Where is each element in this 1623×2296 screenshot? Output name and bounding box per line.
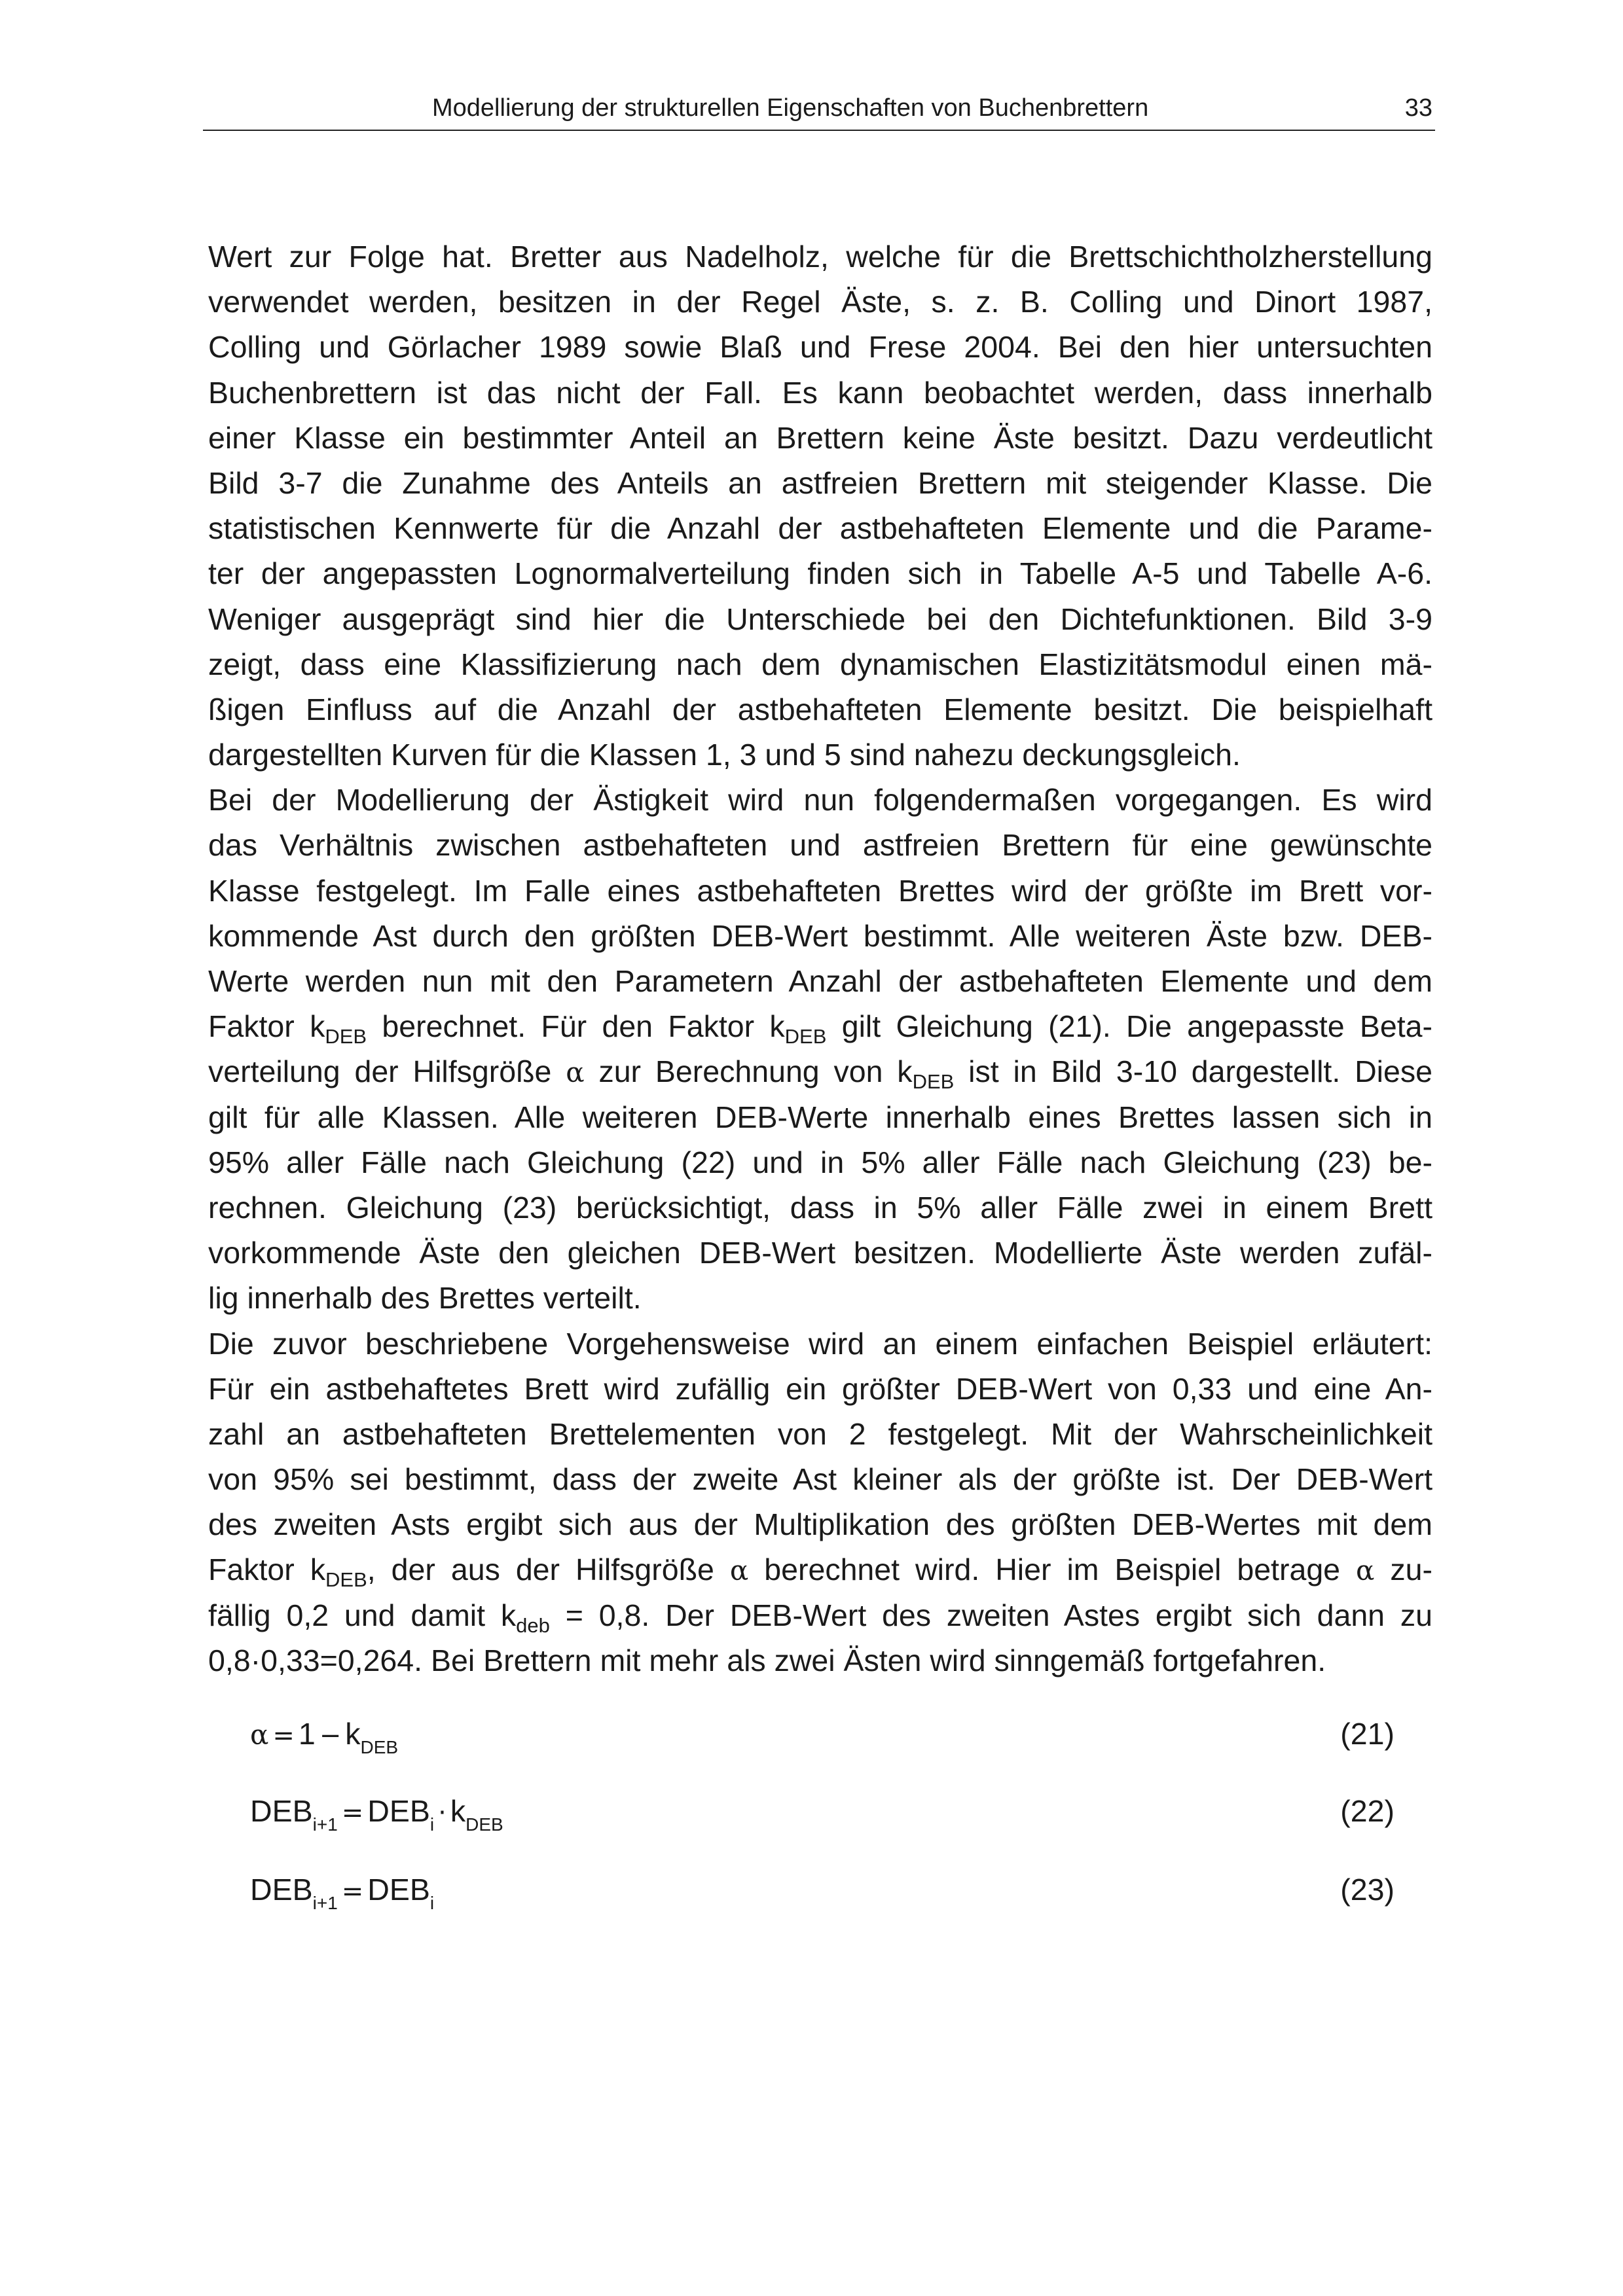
equation-number: (23) [1340, 1873, 1395, 1907]
text-line: lig innerhalb des Brettes verteilt. [208, 1281, 642, 1316]
subscript: DEB [465, 1814, 503, 1835]
text-segment: zu- [1374, 1552, 1433, 1587]
equals-sign: = [272, 1721, 295, 1751]
text-line [208, 1593, 1432, 1638]
text-line: kommende Ast durch den größten DEB-Wert bestimmt. Alle weiteren Äste bzw. DEB- [208, 918, 1432, 953]
text-line: zeigt, dass eine Klassifizierung nach dem dynamischen Elastizitätsmodul einen mä- [208, 647, 1432, 681]
text-line: das Verhältnis zwischen astbehafteten und astfreien Brettern für eine gewünschte [208, 828, 1432, 863]
text-line: Weniger ausgeprägt sind hier die Unterschiede bei den Dichtefunktionen. Bild 3-9 [208, 601, 1432, 636]
subscript: i+1 [312, 1814, 338, 1835]
alpha-symbol: α [566, 1056, 585, 1089]
text-line: Bei der Modellierung der Ästigkeit wird nun folgendermaßen vorgegangen. Es wird [208, 783, 1432, 817]
equals-sign: = [341, 1798, 364, 1828]
equation-term: DEB [367, 1794, 430, 1828]
equation-term: 1 [298, 1717, 316, 1751]
text-line: zahl an astbehafteten Brettelementen von 2 festgelegt. Mit der Wahrscheinlichkeit [208, 1416, 1432, 1451]
equation-21 [250, 1716, 1395, 1762]
subscript: DEB [325, 1568, 367, 1592]
alpha-symbol: α [729, 1554, 749, 1587]
text-line [208, 1547, 1432, 1592]
subscript: deb [516, 1613, 550, 1637]
text-segment: berechnet. Für den Faktor k [367, 1009, 785, 1044]
subscript: DEB [912, 1070, 955, 1094]
running-header [203, 92, 1435, 131]
multiply-dot: · [438, 1798, 447, 1828]
subscript: DEB [360, 1737, 399, 1757]
equation-22 [250, 1793, 1395, 1839]
text-segment: , der aus der Hilfsgröße [367, 1552, 730, 1587]
equation-term: DEB [250, 1794, 313, 1828]
equation-term: k [345, 1717, 361, 1751]
equation-number: (22) [1340, 1794, 1395, 1828]
minus-sign: − [319, 1721, 342, 1751]
text-line: ter der angepassten Lognormalverteilung finden sich in Tabelle A-5 und Tabelle A-6. [208, 556, 1432, 591]
text-line: dargestellten Kurven für die Klassen 1, 3 und 5 sind nahezu deckungsgleich. [208, 738, 1241, 772]
text-line: Wert zur Folge hat. Bretter aus Nadelholz, welche für die Brettschichtholzherstellung [208, 240, 1432, 274]
equation-expression [250, 1716, 399, 1757]
body-text [208, 234, 1432, 1683]
equation-23 [250, 1872, 1395, 1918]
text-line: Für ein astbehaftetes Brett wird zufällig ein größter DEB-Wert von 0,33 und eine An- [208, 1371, 1432, 1406]
text-line: rechnen. Gleichung (23) berücksichtigt, dass in 5% aller Fälle zwei in einem Brett [208, 1190, 1432, 1225]
paragraph-3 [208, 1321, 1432, 1684]
equation-expression [250, 1872, 435, 1913]
text-line: Colling und Görlacher 1989 sowie Blaß und Frese 2004. Bei den hier untersuchten [208, 330, 1432, 365]
text-line: Buchenbrettern ist das nicht der Fall. Es kann beobachtet werden, dass innerhalb [208, 375, 1432, 410]
page-number: 33 [1404, 94, 1432, 122]
paragraph-1 [208, 234, 1432, 778]
text-line [208, 1049, 1432, 1094]
alpha-symbol: α [1356, 1554, 1375, 1587]
text-line: Werte werden nun mit den Parametern Anzahl der astbehafteten Elemente und dem [208, 964, 1432, 998]
text-line: Die zuvor beschriebene Vorgehensweise wird an einem einfachen Beispiel erläutert: [208, 1326, 1432, 1361]
equation-number: (21) [1340, 1717, 1395, 1751]
equation-expression [250, 1793, 503, 1835]
equation-term: DEB [250, 1873, 313, 1907]
text-line: des zweiten Asts ergibt sich aus der Multiplikation des größten DEB-Wertes mit dem [208, 1507, 1432, 1542]
text-line: Bild 3-7 die Zunahme des Anteils an astfreien Brettern mit steigender Klasse. Die [208, 465, 1432, 500]
text-segment: gilt Gleichung (21). Die angepasste Beta- [826, 1009, 1432, 1044]
text-segment: ist in Bild 3-10 dargestellt. Diese [954, 1054, 1432, 1089]
text-line: Klasse festgelegt. Im Falle eines astbehafteten Brettes wird der größte im Brett vor- [208, 873, 1432, 908]
text-segment: verteilung der Hilfsgröße [208, 1054, 566, 1089]
text-segment: = 0,8. Der DEB-Wert des zweiten Astes ergibt sich dann zu [549, 1598, 1432, 1632]
text-line: gilt für alle Klassen. Alle weiteren DEB-Werte innerhalb eines Brettes lassen sich in [208, 1100, 1432, 1134]
header-title: Modellierung der strukturellen Eigenschaften von Buchenbrettern [432, 94, 1149, 122]
text-line: von 95% sei bestimmt, dass der zweite Ast kleiner als der größte ist. Der DEB-Wert [208, 1462, 1432, 1497]
text-line: 0,8·0,33=0,264. Bei Brettern mit mehr als zwei Ästen wird sinngemäß fortgefahren. [208, 1643, 1326, 1677]
subscript: i [429, 1893, 435, 1913]
equals-sign: = [341, 1876, 364, 1907]
text-segment: zur Berechnung von k [584, 1054, 913, 1089]
text-line: verwendet werden, besitzen in der Regel Äste, s. z. B. Colling und Dinort 1987, [208, 285, 1432, 319]
subscript: i+1 [312, 1893, 338, 1913]
equation-term: DEB [367, 1873, 430, 1907]
alpha-symbol: α [250, 1719, 269, 1751]
text-segment: Faktor k [208, 1009, 325, 1044]
text-segment: berechnet wird. Hier im Beispiel betrage [748, 1552, 1357, 1587]
text-segment: fällig 0,2 und damit k [208, 1598, 517, 1632]
text-line: vorkommende Äste den gleichen DEB-Wert besitzen. Modellierte Äste werden zufäl- [208, 1236, 1432, 1270]
text-line: einer Klasse ein bestimmter Anteil an Brettern keine Äste besitzt. Dazu verdeutlicht [208, 420, 1432, 455]
text-line [208, 1004, 1432, 1049]
subscript: DEB [784, 1025, 827, 1049]
subscript: DEB [325, 1025, 367, 1049]
text-line: ßigen Einfluss auf die Anzahl der astbehafteten Elemente besitzt. Die beispielhaft [208, 692, 1432, 726]
text-segment: Faktor k [208, 1552, 326, 1587]
paragraph-2 [208, 778, 1432, 1321]
text-line: 95% aller Fälle nach Gleichung (22) und in 5% aller Fälle nach Gleichung (23) be- [208, 1145, 1432, 1179]
text-line: statistischen Kennwerte für die Anzahl der astbehafteten Elemente und die Parame- [208, 511, 1432, 546]
equation-term: k [450, 1794, 466, 1828]
subscript: i [429, 1814, 435, 1835]
